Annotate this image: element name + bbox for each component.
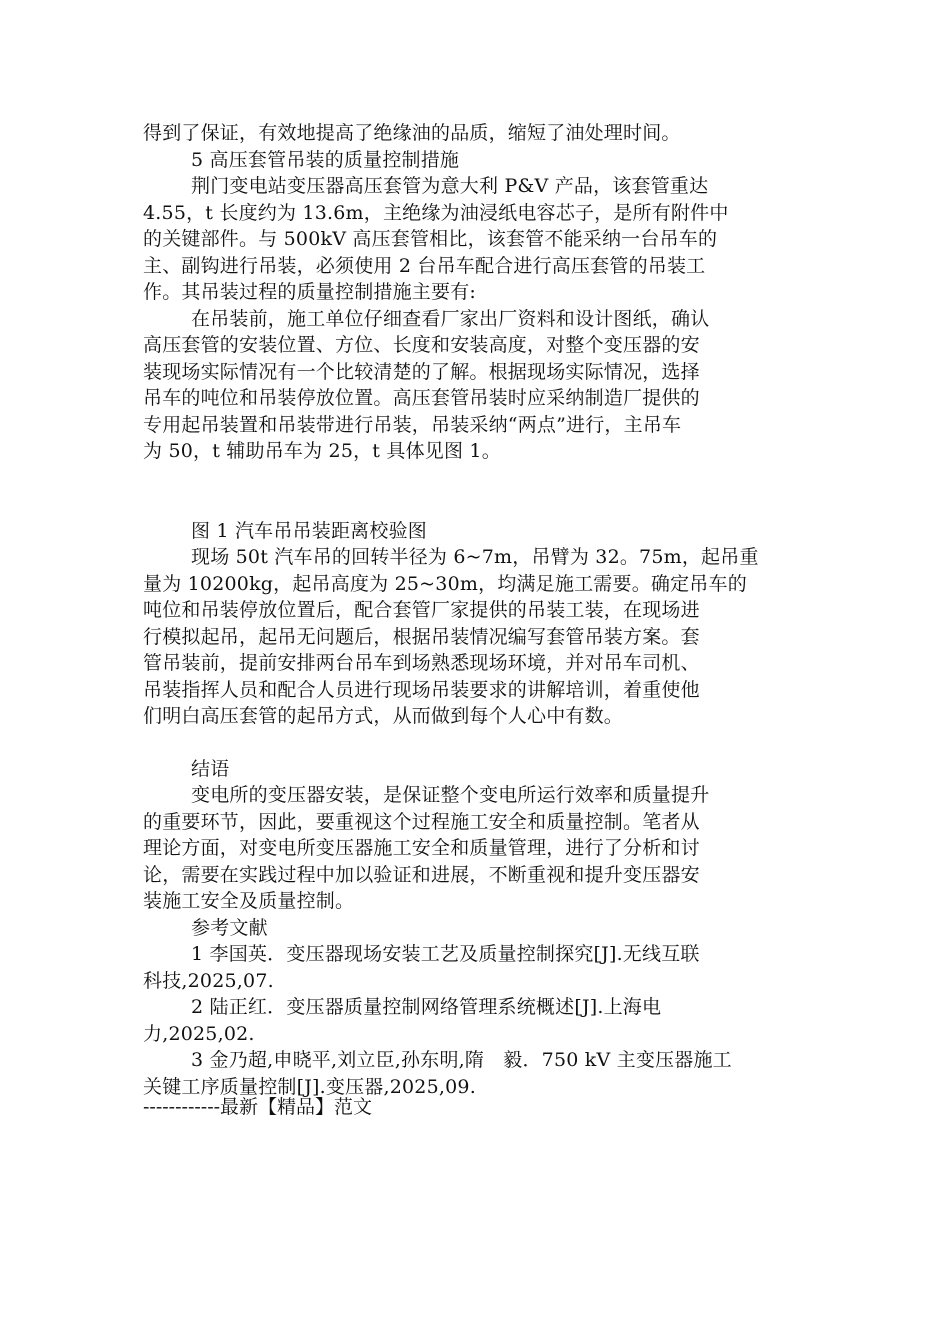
paragraph-line: 荆门变电站变压器高压套管为意大利 P&V 产品，该套管重达 (191, 175, 709, 197)
reference-item: 科技,2025,07. (143, 969, 274, 992)
paragraph-line: 的重要环节，因此，要重视这个过程施工安全和质量控制。笔者从 (143, 810, 700, 833)
paragraph-line: 理论方面，对变电所变压器施工安全和质量管理，进行了分析和讨 (143, 837, 700, 859)
reference-item: 2 陆正红．变压器质量控制网络管理系统概述[J].上海电 (191, 996, 662, 1018)
reference-item: 关键工序质量控制[J].变压器,2025,09. (143, 1075, 476, 1098)
paragraph-line: 高压套管的安装位置、方位、长度和安装高度，对整个变压器的安 (143, 334, 700, 356)
section-heading: 结语 (191, 757, 230, 780)
figure-caption: 图 1 汽车吊吊装距离校验图 (191, 519, 427, 542)
paragraph-line: 量为 10200kg，起吊高度为 25~30m，均满足施工需要。确定吊车的 (143, 572, 747, 595)
paragraph-line: 论，需要在实践过程中加以验证和进展，不断重视和提升变压器安 (143, 863, 700, 886)
paragraph-line: 得到了保证，有效地提高了绝缘油的品质，缩短了油处理时间。 (143, 122, 681, 144)
paragraph-line: 的关键部件。与 500kV 高压套管相比，该套管不能采纳一台吊车的 (143, 228, 718, 250)
paragraph-line: 变电所的变压器安装，是保证整个变电所运行效率和质量提升 (191, 784, 710, 806)
paragraph-line: 管吊装前，提前安排两台吊车到场熟悉现场环境，并对吊车司机、 (143, 652, 700, 674)
paragraph-line: 现场 50t 汽车吊的回转半径为 6~7m，吊臂为 32。75m，起吊重 (191, 546, 759, 568)
page-footer: ------------最新【精品】范文 (143, 1096, 373, 1118)
reference-item: 力,2025,02. (143, 1022, 255, 1045)
section-spacer (143, 730, 808, 756)
paragraph-line: 们明白高压套管的起吊方式，从而做到每个人心中有数。 (143, 705, 624, 727)
figure-placeholder (143, 465, 808, 518)
paragraph-line: 在吊装前，施工单位仔细查看厂家出厂资料和设计图纸，确认 (191, 307, 710, 330)
reference-item: 1 李国英．变压器现场安装工艺及质量控制探究[J].无线互联 (191, 943, 700, 965)
section-heading: 5 高压套管吊装的质量控制措施 (191, 148, 460, 171)
paragraph-line: 装施工安全及质量控制。 (143, 890, 355, 912)
paragraph-line: 作。其吊装过程的质量控制措施主要有: (143, 281, 477, 303)
paragraph-line: 主、副钩进行吊装，必须使用 2 台吊车配合进行高压套管的吊装工 (143, 254, 706, 277)
paragraph-line: 行模拟起吊，起吊无问题后，根据吊装情况编写套管吊装方案。套 (143, 625, 700, 648)
references-heading: 参考文献 (191, 916, 268, 939)
paragraph-line: 吨位和吊装停放位置后，配合套管厂家提供的吊装工装，在现场进 (143, 599, 700, 621)
document-body (143, 120, 808, 1100)
paragraph-line: 吊装指挥人员和配合人员进行现场吊装要求的讲解培训，着重使他 (143, 678, 700, 701)
paragraph-line: 4.55，t 长度约为 13.6m，主绝缘为油浸纸电容芯子，是所有附件中 (143, 201, 729, 224)
paragraph-line: 吊车的吨位和吊装停放位置。高压套管吊装时应采纳制造厂提供的 (143, 387, 700, 409)
reference-item: 3 金乃超,申晓平,刘立臣,孙东明,隋 毅．750 kV 主变压器施工 (191, 1049, 732, 1071)
paragraph-line: 专用起吊装置和吊装带进行吊装，吊装采纳“两点”进行，主吊车 (143, 413, 682, 436)
paragraph-line: 装现场实际情况有一个比较清楚的了解。根据现场实际情况，选择 (143, 360, 700, 383)
paragraph-line: 为 50，t 辅助吊车为 25，t 具体见图 1。 (143, 440, 501, 462)
